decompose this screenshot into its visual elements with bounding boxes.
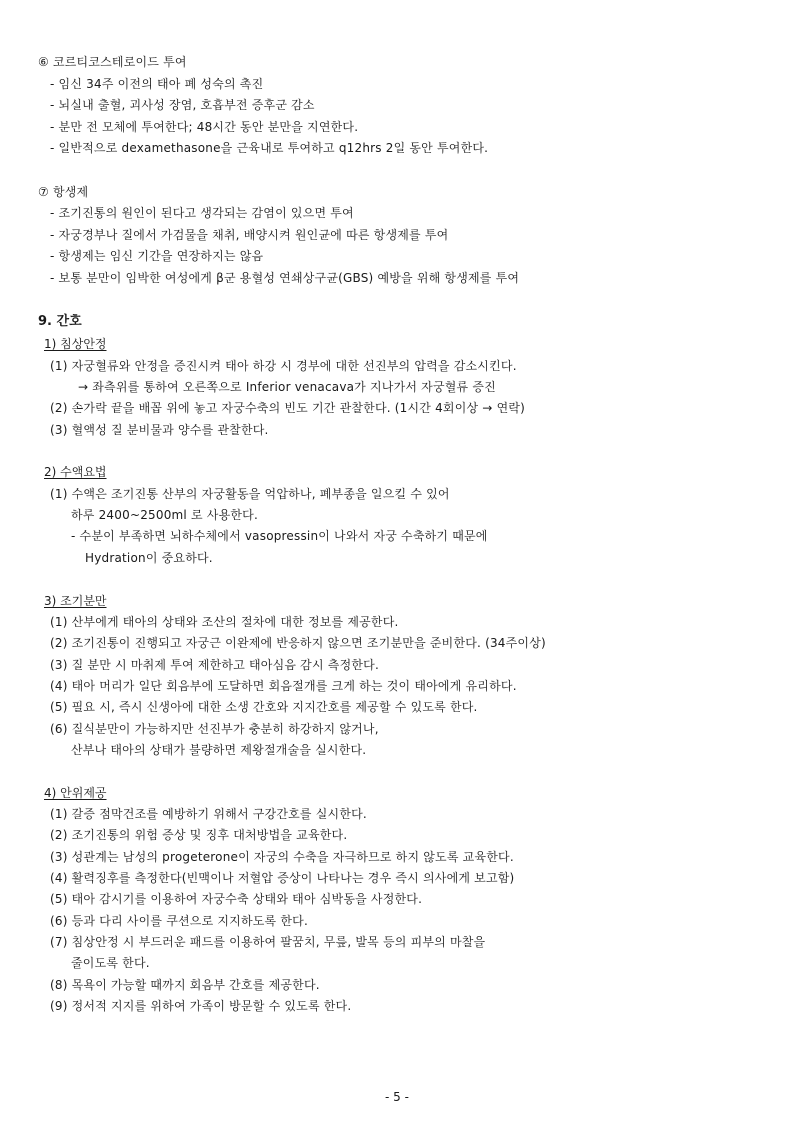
subsection-3-line: (5) 필요 시, 즉시 신생아에 대한 소생 간호와 지지간호를 제공할 수 있도록 한다. bbox=[50, 700, 478, 714]
subsection-2-title: 2) 수액요법 bbox=[44, 465, 107, 479]
subsection-2-line: 하루 2400~2500ml 로 사용한다. bbox=[71, 508, 258, 522]
subsection-2-line: - 수분이 부족하면 뇌하수체에서 vasopressin이 나와서 자궁 수축하기 때문에 bbox=[71, 529, 488, 543]
section-6-item: - 일반적으로 dexamethasone을 근육내로 투여하고 q12hrs 2일 동안 투여한다. bbox=[50, 141, 489, 155]
section-7-item: - 항생제는 임신 기간을 연장하지는 않음 bbox=[50, 249, 264, 263]
subsection-4-line: (8) 목욕이 가능할 때까지 회음부 간호를 제공한다. bbox=[50, 978, 320, 992]
subsection-1-line: → 좌측위를 통하여 오른쪽으로 Inferior venacava가 지나가서 자궁혈류 증진 bbox=[78, 380, 496, 394]
subsection-3-line: (1) 산부에게 태아의 상태와 조산의 절차에 대한 정보를 제공한다. bbox=[50, 615, 399, 629]
section-6-item: - 분만 전 모체에 투여한다; 48시간 동안 분만을 지연한다. bbox=[50, 120, 359, 134]
subsection-4-line: (5) 태아 감시기를 이용하여 자궁수축 상태와 태아 심박동을 사정한다. bbox=[50, 892, 423, 906]
subsection-1-line: (3) 혈액성 질 분비물과 양수를 관찰한다. bbox=[50, 423, 269, 437]
subsection-4-line: (1) 갈증 점막건조를 예방하기 위해서 구강간호를 실시한다. bbox=[50, 807, 367, 821]
subsection-4-line: (9) 정서적 지지를 위하여 가족이 방문할 수 있도록 한다. bbox=[50, 999, 352, 1013]
subsection-4-title: 4) 안위제공 bbox=[44, 786, 107, 800]
subsection-3-line: (6) 질식분만이 가능하지만 선진부가 충분히 하강하지 않거나, bbox=[50, 722, 379, 736]
subsection-1-title: 1) 침상안정 bbox=[44, 337, 107, 351]
subsection-2-line: Hydration이 중요하다. bbox=[85, 551, 213, 565]
page-number: - 5 - bbox=[385, 1090, 409, 1104]
subsection-4-line: (3) 성관계는 남성의 progeterone이 자궁의 수축을 자극하므로 하지 않도록 교육한다. bbox=[50, 850, 514, 864]
subsection-4-line: (7) 침상안정 시 부드러운 패드를 이용하여 팔꿈치, 무릎, 발목 등의 피부의 마찰을 bbox=[50, 935, 486, 949]
subsection-3-line: (4) 태아 머리가 일단 회음부에 도달하면 회음절개를 크게 하는 것이 태아에게 유리하다. bbox=[50, 679, 517, 693]
subsection-4-line: 줄이도록 한다. bbox=[71, 956, 150, 970]
subsection-3-title: 3) 조기분만 bbox=[44, 594, 107, 608]
section-6-item: - 뇌실내 출혈, 괴사성 장염, 호흡부전 증후군 감소 bbox=[50, 98, 315, 112]
subsection-3-line: 산부나 태아의 상태가 불량하면 제왕절개술을 실시한다. bbox=[71, 743, 367, 757]
section-6-item: - 임신 34주 이전의 태아 폐 성숙의 촉진 bbox=[50, 77, 264, 91]
section-6-title: ⑥ 코르티코스테로이드 투여 bbox=[38, 55, 187, 69]
section-7-title: ⑦ 항생제 bbox=[38, 185, 89, 199]
section-7-item: - 조기진통의 원인이 된다고 생각되는 감염이 있으면 투여 bbox=[50, 206, 354, 220]
subsection-1-line: (1) 자궁혈류와 안정을 증진시켜 태아 하강 시 경부에 대한 선진부의 압력을 감소시킨다. bbox=[50, 359, 517, 373]
subsection-4-line: (6) 등과 다리 사이를 쿠션으로 지지하도록 한다. bbox=[50, 914, 308, 928]
subsection-3-line: (3) 질 분만 시 마취제 투여 제한하고 태아심음 감시 측정한다. bbox=[50, 658, 379, 672]
subsection-2-line: (1) 수액은 조기진통 산부의 자궁활동을 억압하나, 폐부종을 일으킬 수 있어 bbox=[50, 487, 450, 501]
section-9-heading: 9. 간호 bbox=[38, 314, 82, 329]
subsection-1-line: (2) 손가락 끝을 배꼽 위에 놓고 자궁수축의 빈도 기간 관찰한다. (1시간 4회이상 → 연락) bbox=[50, 401, 526, 415]
subsection-4-line: (2) 조기진통의 위험 증상 및 징후 대처방법을 교육한다. bbox=[50, 828, 348, 842]
section-7-item: - 보통 분만이 임박한 여성에게 β군 용혈성 연쇄상구균(GBS) 예방을 위해 항생제를 투여 bbox=[50, 271, 520, 285]
section-7-item: - 자궁경부나 질에서 가검물을 채취, 배양시켜 원인균에 따른 항생제를 투여 bbox=[50, 228, 449, 242]
subsection-4-line: (4) 활력징후를 측정한다(빈맥이나 저혈압 증상이 나타나는 경우 즉시 의사에게 보고함) bbox=[50, 871, 515, 885]
subsection-3-line: (2) 조기진통이 진행되고 자궁근 이완제에 반응하지 않으면 조기분만을 준비한다. (34주이상) bbox=[50, 636, 546, 650]
